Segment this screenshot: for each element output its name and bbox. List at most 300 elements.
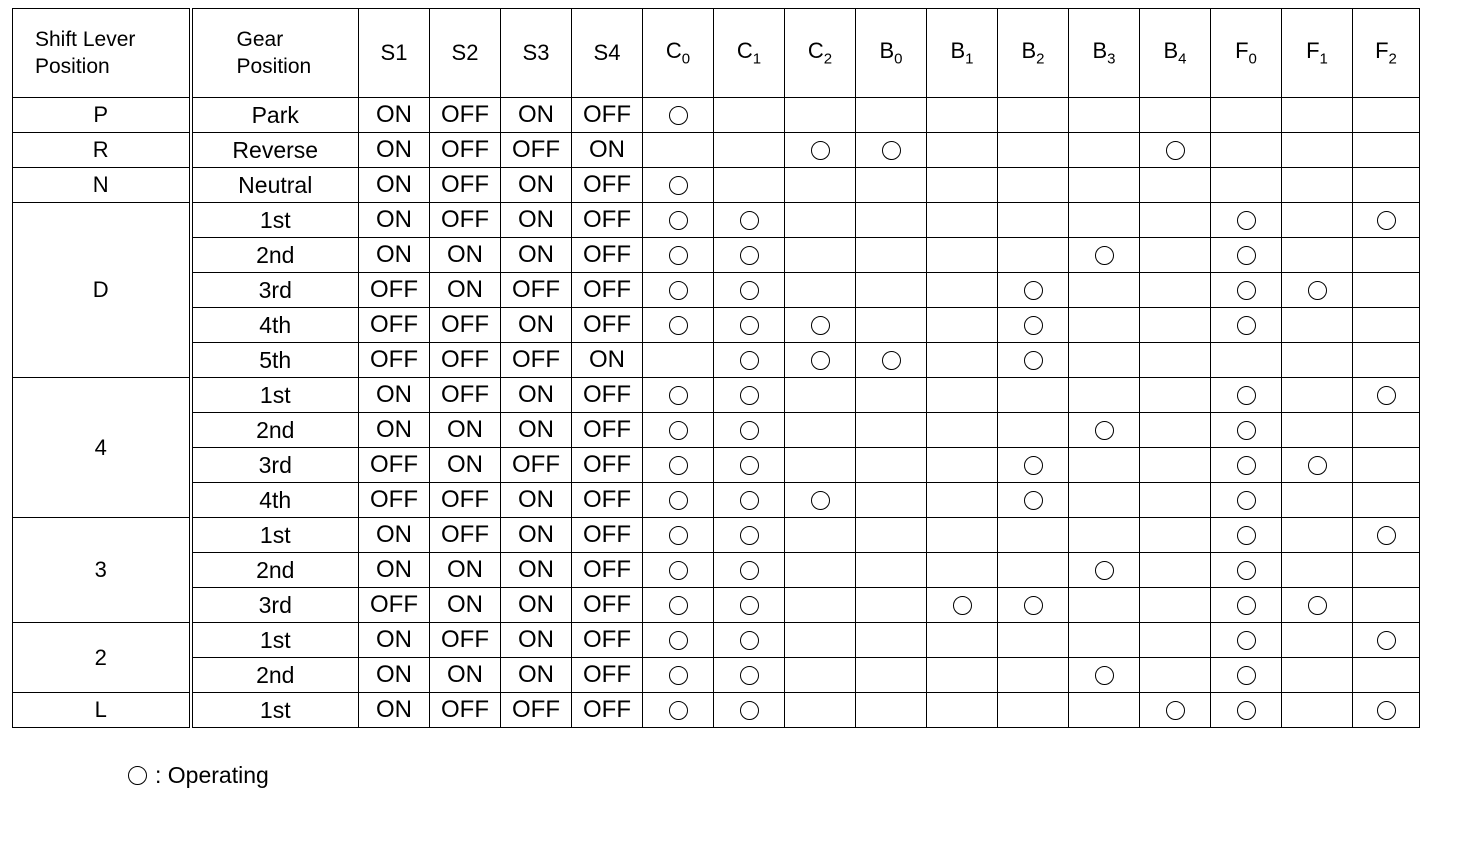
- element-cell: [1211, 343, 1282, 378]
- element-cell: [927, 308, 998, 343]
- element-cell: [1069, 518, 1140, 553]
- operating-circle-icon: [1237, 386, 1256, 405]
- shift-lever-cell: P: [13, 98, 191, 133]
- solenoid-state-cell: ON: [501, 308, 572, 343]
- element-cell: [1211, 518, 1282, 553]
- operating-circle-icon: [1237, 491, 1256, 510]
- element-cell: [643, 273, 714, 308]
- shift-lever-header-line2: Position: [35, 55, 110, 78]
- shift-lever-cell: L: [13, 693, 191, 728]
- operating-circle-icon: [740, 456, 759, 475]
- element-cell: [927, 448, 998, 483]
- operating-circle-icon: [669, 456, 688, 475]
- solenoid-state-cell: OFF: [430, 693, 501, 728]
- shift-lever-cell: R: [13, 133, 191, 168]
- element-cell: [1282, 518, 1353, 553]
- element-cell: [927, 238, 998, 273]
- element-letter: B: [879, 38, 895, 64]
- element-cell: [1282, 238, 1353, 273]
- element-cell: [785, 273, 856, 308]
- solenoid-state-cell: ON: [359, 98, 430, 133]
- element-cell: [1211, 273, 1282, 308]
- element-header-c1: [714, 9, 785, 98]
- element-cell: [643, 588, 714, 623]
- solenoid-state-cell: OFF: [430, 518, 501, 553]
- element-cell: [714, 203, 785, 238]
- element-cell: [927, 518, 998, 553]
- element-cell: [714, 168, 785, 203]
- element-cell: [1069, 378, 1140, 413]
- operating-circle-icon: [669, 701, 688, 720]
- element-cell: [1282, 553, 1353, 588]
- operating-circle-icon: [669, 316, 688, 335]
- element-cell: [643, 693, 714, 728]
- element-subscript: 0: [894, 50, 903, 68]
- element-cell: [1353, 168, 1420, 203]
- element-subscript: 2: [823, 50, 833, 68]
- solenoid-state-cell: OFF: [359, 273, 430, 308]
- solenoid-state-cell: ON: [430, 238, 501, 273]
- operating-circle-icon: [811, 316, 830, 335]
- element-cell: [1211, 168, 1282, 203]
- table-body: [13, 98, 1420, 728]
- solenoid-header-s3: S3: [501, 9, 572, 98]
- element-cell: [998, 308, 1069, 343]
- element-cell: [714, 238, 785, 273]
- element-header-b3: [1069, 9, 1140, 98]
- element-cell: [643, 448, 714, 483]
- element-cell: [714, 133, 785, 168]
- solenoid-state-cell: ON: [359, 133, 430, 168]
- element-cell: [927, 693, 998, 728]
- element-subscript: 1: [965, 50, 974, 68]
- element-cell: [927, 378, 998, 413]
- element-cell: [714, 343, 785, 378]
- operating-circle-icon: [740, 701, 759, 720]
- solenoid-state-cell: ON: [501, 378, 572, 413]
- operating-circle-icon: [740, 281, 759, 300]
- element-cell: [714, 413, 785, 448]
- element-cell: [1353, 378, 1420, 413]
- shift-lever-header-line1: Shift Lever: [35, 28, 136, 51]
- operating-circle-icon: [811, 491, 830, 510]
- element-cell: [1282, 413, 1353, 448]
- solenoid-state-cell: OFF: [359, 308, 430, 343]
- operating-circle-icon: [740, 561, 759, 580]
- shift-lever-header: [13, 9, 191, 98]
- element-cell: [1211, 693, 1282, 728]
- element-cell: [856, 378, 927, 413]
- element-cell: [1140, 238, 1211, 273]
- operating-circle-icon: [740, 631, 759, 650]
- element-cell: [1353, 238, 1420, 273]
- element-cell: [643, 168, 714, 203]
- element-cell: [1211, 378, 1282, 413]
- operating-circle-icon: [811, 141, 830, 160]
- element-cell: [998, 483, 1069, 518]
- element-cell: [714, 623, 785, 658]
- table-row: [13, 413, 1420, 448]
- element-cell: [785, 693, 856, 728]
- solenoid-state-cell: OFF: [572, 693, 643, 728]
- solenoid-state-cell: OFF: [430, 623, 501, 658]
- element-cell: [1140, 483, 1211, 518]
- element-cell: [1353, 483, 1420, 518]
- operating-circle-icon: [1377, 386, 1396, 405]
- legend-text: : Operating: [155, 762, 269, 788]
- operating-circle-icon: [669, 246, 688, 265]
- element-header-b0: [856, 9, 927, 98]
- element-cell: [1069, 623, 1140, 658]
- solenoid-state-cell: OFF: [572, 448, 643, 483]
- solenoid-header-s1: S1: [359, 9, 430, 98]
- solenoid-state-cell: ON: [501, 483, 572, 518]
- solenoid-state-cell: OFF: [430, 168, 501, 203]
- element-cell: [1282, 168, 1353, 203]
- solenoid-state-cell: OFF: [572, 203, 643, 238]
- solenoid-state-cell: ON: [430, 413, 501, 448]
- element-cell: [1282, 133, 1353, 168]
- solenoid-state-cell: OFF: [501, 273, 572, 308]
- solenoid-state-cell: ON: [430, 448, 501, 483]
- gear-position-cell: 3rd: [191, 448, 359, 483]
- element-cell: [785, 518, 856, 553]
- element-cell: [856, 483, 927, 518]
- operating-circle-icon: [1237, 666, 1256, 685]
- element-cell: [1282, 273, 1353, 308]
- element-cell: [1069, 483, 1140, 518]
- solenoid-state-cell: OFF: [501, 133, 572, 168]
- element-cell: [714, 448, 785, 483]
- element-cell: [927, 343, 998, 378]
- element-cell: [1140, 518, 1211, 553]
- element-cell: [643, 238, 714, 273]
- solenoid-state-cell: ON: [359, 518, 430, 553]
- element-cell: [714, 483, 785, 518]
- element-cell: [1069, 658, 1140, 693]
- operating-circle-icon: [882, 141, 901, 160]
- solenoid-state-cell: OFF: [359, 588, 430, 623]
- table-row: [13, 483, 1420, 518]
- solenoid-state-cell: ON: [430, 273, 501, 308]
- gear-position-cell: 3rd: [191, 273, 359, 308]
- solenoid-state-cell: OFF: [430, 98, 501, 133]
- operating-circle-icon: [1308, 456, 1327, 475]
- element-cell: [998, 133, 1069, 168]
- element-cell: [643, 308, 714, 343]
- table-row: [13, 518, 1420, 553]
- element-cell: [1140, 98, 1211, 133]
- table-row: [13, 658, 1420, 693]
- element-cell: [714, 658, 785, 693]
- element-cell: [785, 448, 856, 483]
- element-cell: [1353, 518, 1420, 553]
- operating-circle-icon: [740, 526, 759, 545]
- element-cell: [1282, 308, 1353, 343]
- element-cell: [1211, 413, 1282, 448]
- element-cell: [856, 518, 927, 553]
- solenoid-state-cell: ON: [430, 588, 501, 623]
- element-letter: B: [1021, 38, 1037, 64]
- gear-position-header-line1: Gear: [236, 28, 284, 51]
- operating-circle-icon: [1237, 281, 1256, 300]
- element-header-f2: [1353, 9, 1420, 98]
- operating-circle-icon: [669, 631, 688, 650]
- element-cell: [998, 518, 1069, 553]
- element-cell: [785, 343, 856, 378]
- element-cell: [643, 483, 714, 518]
- gear-position-cell: Neutral: [191, 168, 359, 203]
- solenoid-state-cell: ON: [501, 518, 572, 553]
- element-cell: [1282, 448, 1353, 483]
- gear-position-header: [191, 9, 359, 98]
- element-cell: [998, 658, 1069, 693]
- solenoid-state-cell: OFF: [430, 343, 501, 378]
- shift-lever-cell: N: [13, 168, 191, 203]
- solenoid-state-cell: OFF: [572, 588, 643, 623]
- element-cell: [1282, 623, 1353, 658]
- table-row: [13, 98, 1420, 133]
- element-cell: [998, 413, 1069, 448]
- table-row: [13, 378, 1420, 413]
- operating-circle-icon: [1377, 211, 1396, 230]
- element-cell: [1069, 273, 1140, 308]
- element-letter: C: [807, 38, 824, 64]
- element-cell: [1353, 413, 1420, 448]
- element-cell: [856, 238, 927, 273]
- element-cell: [1353, 588, 1420, 623]
- gear-position-cell: 4th: [191, 483, 359, 518]
- gear-position-cell: 2nd: [191, 238, 359, 273]
- solenoid-state-cell: ON: [501, 623, 572, 658]
- element-subscript: 0: [1248, 50, 1257, 68]
- gear-position-cell: 2nd: [191, 413, 359, 448]
- gear-position-cell: 1st: [191, 518, 359, 553]
- operating-circle-icon: [669, 666, 688, 685]
- operating-circle-icon: [1308, 596, 1327, 615]
- element-cell: [714, 588, 785, 623]
- element-cell: [1069, 553, 1140, 588]
- element-cell: [643, 623, 714, 658]
- element-cell: [1211, 98, 1282, 133]
- element-letter: B: [950, 38, 966, 64]
- operating-circle-icon: [1095, 246, 1114, 265]
- element-cell: [1140, 308, 1211, 343]
- operating-circle-icon: [740, 246, 759, 265]
- operating-circle-icon: [669, 596, 688, 615]
- solenoid-state-cell: OFF: [359, 343, 430, 378]
- element-cell: [998, 448, 1069, 483]
- element-cell: [643, 658, 714, 693]
- element-cell: [856, 693, 927, 728]
- element-cell: [927, 273, 998, 308]
- shift-lever-cell: 3: [13, 518, 191, 623]
- operating-circle-icon: [1377, 631, 1396, 650]
- solenoid-state-cell: ON: [430, 553, 501, 588]
- solenoid-state-cell: OFF: [572, 518, 643, 553]
- operating-circle-icon: [1237, 316, 1256, 335]
- operating-circle-icon: [1024, 316, 1043, 335]
- operating-circle-icon: [1237, 211, 1256, 230]
- solenoid-state-cell: OFF: [572, 623, 643, 658]
- element-cell: [643, 378, 714, 413]
- element-header-b1: [927, 9, 998, 98]
- element-cell: [1211, 623, 1282, 658]
- solenoid-state-cell: ON: [359, 203, 430, 238]
- solenoid-state-cell: OFF: [430, 203, 501, 238]
- element-subscript: 0: [681, 50, 691, 68]
- element-cell: [856, 623, 927, 658]
- gear-position-cell: 4th: [191, 308, 359, 343]
- solenoid-state-cell: OFF: [572, 483, 643, 518]
- gear-position-cell: 3rd: [191, 588, 359, 623]
- element-cell: [998, 343, 1069, 378]
- table-row: [13, 308, 1420, 343]
- solenoid-state-cell: ON: [501, 238, 572, 273]
- element-cell: [643, 203, 714, 238]
- gear-position-cell: Reverse: [191, 133, 359, 168]
- solenoid-state-cell: OFF: [572, 553, 643, 588]
- element-cell: [1069, 133, 1140, 168]
- operating-circle-icon: [1095, 561, 1114, 580]
- element-cell: [1140, 343, 1211, 378]
- operation-chart-table: [12, 8, 1420, 728]
- element-cell: [1140, 588, 1211, 623]
- gear-position-cell: 1st: [191, 693, 359, 728]
- solenoid-state-cell: ON: [501, 658, 572, 693]
- element-cell: [927, 203, 998, 238]
- table-row: [13, 623, 1420, 658]
- element-cell: [1211, 658, 1282, 693]
- solenoid-state-cell: ON: [359, 168, 430, 203]
- element-cell: [1069, 693, 1140, 728]
- element-cell: [785, 203, 856, 238]
- element-cell: [1353, 658, 1420, 693]
- element-cell: [998, 553, 1069, 588]
- gear-position-cell: 2nd: [191, 553, 359, 588]
- operating-circle-icon: [669, 526, 688, 545]
- solenoid-state-cell: OFF: [572, 308, 643, 343]
- element-cell: [1353, 693, 1420, 728]
- element-cell: [856, 308, 927, 343]
- element-cell: [1069, 238, 1140, 273]
- solenoid-state-cell: ON: [359, 378, 430, 413]
- solenoid-state-cell: ON: [359, 658, 430, 693]
- solenoid-state-cell: OFF: [430, 133, 501, 168]
- element-cell: [1069, 203, 1140, 238]
- table-row: [13, 553, 1420, 588]
- solenoid-state-cell: OFF: [430, 378, 501, 413]
- element-cell: [1069, 168, 1140, 203]
- element-cell: [1069, 413, 1140, 448]
- solenoid-state-cell: ON: [501, 168, 572, 203]
- element-cell: [1353, 203, 1420, 238]
- solenoid-state-cell: OFF: [572, 98, 643, 133]
- element-cell: [998, 238, 1069, 273]
- operating-circle-icon: [1024, 351, 1043, 370]
- solenoid-state-cell: OFF: [572, 658, 643, 693]
- operating-circle-icon: [740, 666, 759, 685]
- element-cell: [1353, 98, 1420, 133]
- solenoid-state-cell: ON: [430, 658, 501, 693]
- solenoid-state-cell: ON: [501, 588, 572, 623]
- element-subscript: 4: [1178, 50, 1187, 68]
- element-cell: [1282, 378, 1353, 413]
- solenoid-state-cell: ON: [359, 693, 430, 728]
- operating-circle-icon: [740, 491, 759, 510]
- element-cell: [1069, 98, 1140, 133]
- element-header-c0: [643, 9, 714, 98]
- element-cell: [1069, 588, 1140, 623]
- element-cell: [1353, 273, 1420, 308]
- element-cell: [714, 378, 785, 413]
- element-cell: [785, 238, 856, 273]
- operating-circle-icon: [1237, 526, 1256, 545]
- operating-circle-icon: [740, 351, 759, 370]
- element-cell: [714, 273, 785, 308]
- element-cell: [1140, 273, 1211, 308]
- table-row: [13, 448, 1420, 483]
- operating-circle-icon: [669, 176, 688, 195]
- solenoid-state-cell: OFF: [572, 413, 643, 448]
- element-cell: [1211, 133, 1282, 168]
- element-cell: [1140, 168, 1211, 203]
- element-cell: [998, 273, 1069, 308]
- element-cell: [643, 98, 714, 133]
- solenoid-state-cell: ON: [359, 623, 430, 658]
- element-cell: [714, 693, 785, 728]
- element-cell: [1282, 343, 1353, 378]
- element-letter: C: [665, 38, 682, 64]
- operating-circle-icon: [1024, 281, 1043, 300]
- element-cell: [927, 553, 998, 588]
- element-cell: [927, 413, 998, 448]
- solenoid-state-cell: OFF: [501, 693, 572, 728]
- element-cell: [1211, 553, 1282, 588]
- element-letter: B: [1092, 38, 1108, 64]
- element-cell: [714, 553, 785, 588]
- element-cell: [1140, 693, 1211, 728]
- solenoid-state-cell: ON: [572, 343, 643, 378]
- element-letter: F: [1375, 38, 1389, 64]
- operating-circle-icon: [1237, 246, 1256, 265]
- element-cell: [1140, 623, 1211, 658]
- element-cell: [856, 133, 927, 168]
- element-cell: [1140, 203, 1211, 238]
- solenoid-state-cell: OFF: [430, 483, 501, 518]
- solenoid-state-cell: ON: [501, 203, 572, 238]
- solenoid-state-cell: OFF: [501, 343, 572, 378]
- operating-circle-icon: [1095, 421, 1114, 440]
- element-cell: [785, 553, 856, 588]
- element-cell: [1282, 203, 1353, 238]
- element-cell: [785, 623, 856, 658]
- operating-circle-icon: [740, 316, 759, 335]
- element-cell: [998, 203, 1069, 238]
- element-cell: [1211, 203, 1282, 238]
- element-cell: [1140, 553, 1211, 588]
- solenoid-header-s2: S2: [430, 9, 501, 98]
- element-cell: [856, 658, 927, 693]
- gear-position-cell: 1st: [191, 378, 359, 413]
- legend: [128, 762, 269, 789]
- element-cell: [927, 623, 998, 658]
- operating-circle-icon: [953, 596, 972, 615]
- element-cell: [998, 378, 1069, 413]
- operating-circle-icon: [1377, 701, 1396, 720]
- operating-circle-icon: [1024, 456, 1043, 475]
- element-cell: [1211, 238, 1282, 273]
